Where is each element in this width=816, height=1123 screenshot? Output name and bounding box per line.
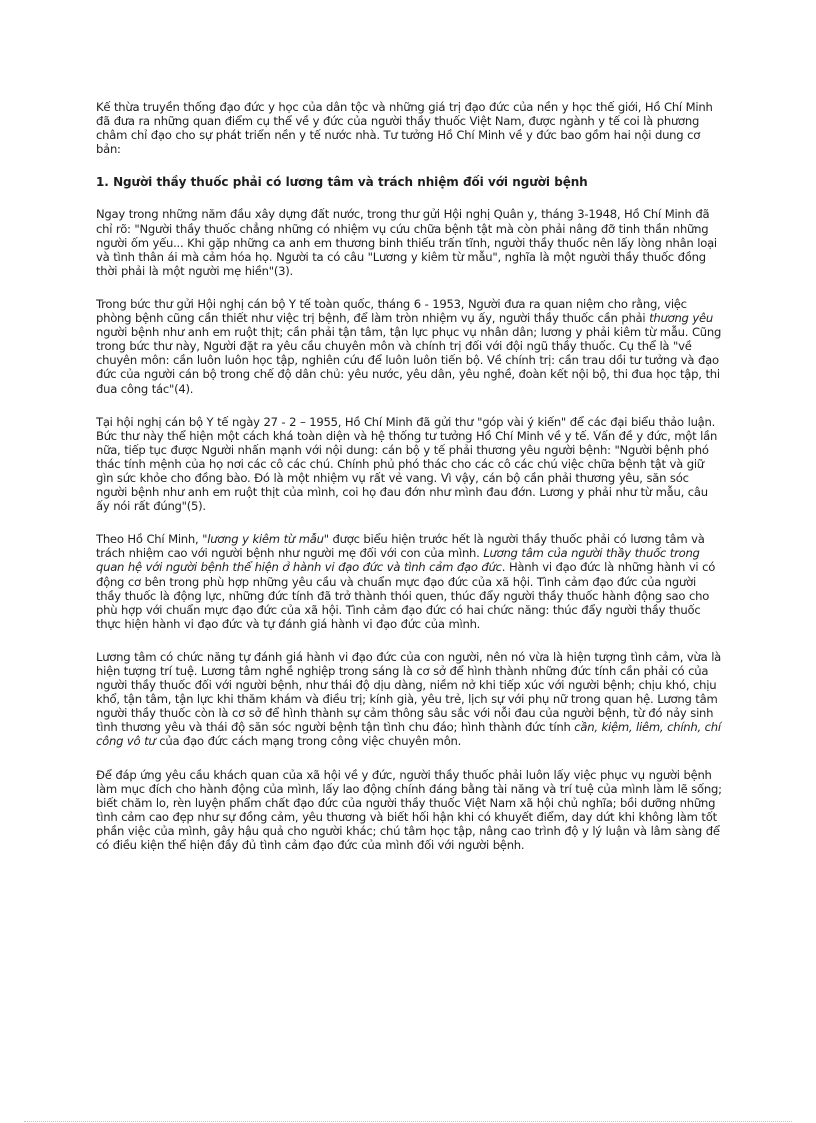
section-heading: 1. Người thầy thuốc phải có lương tâm và trách nhiệm đối với người bệnh [96, 175, 588, 190]
intro-paragraph: Kế thừa truyền thống đạo đức y học của dân tộc và những giá trị đạo đức của nền y học thế giới, Hồ Chí Minh đã đưa ra những quan điểm cụ thể về y đức của người thầy thuốc Việt Nam, được ngành y tế coi là phương châm chỉ đạo cho sự phát triển nền y tế nước nhà. Tư tưởng Hồ Chí Minh về y đức bao gồm hai nội dung cơ bản: [96, 100, 713, 157]
paragraph-5-text-c: của đạo đức cách mạng trong công việc chuyên môn. [155, 734, 462, 749]
paragraph-5 [96, 650, 722, 749]
paragraph-6: Để đáp ứng yêu cầu khách quan của xã hội về y đức, người thầy thuốc phải luôn lấy việc phục vụ người bệnh làm mục đích cho hành động của mình, lấy lao động chính đáng bằng tài năng và trí tuệ của mình làm lẽ sống; biết chăm lo, rèn luyện phẩm chất đạo đức của người thầy thuốc Việt Nam xã hội chủ nghĩa; bồi dưỡng những tình cảm cao đẹp như sự đồng cảm, yêu thương và biết hối hận khi có khuyết điểm, day dứt khi không làm tốt phần việc của mình, gây hậu quả cho người khác; chú tâm học tập, nâng cao trình độ y lý luận và lâm sàng để có điều kiện thể hiện đầy đủ tình cảm đạo đức của mình đối với người bệnh. [96, 767, 722, 853]
paragraph-2-emphasis: thương yêu [649, 311, 713, 326]
paragraph-2-text-c: người bệnh như anh em ruột thịt; cần phải tận tâm, tận lực phục vụ nhân dân; lương y phải kiêm từ mẫu. Cũng trong bức thư này, Người đặt ra yêu cầu chuyên môn và chính trị đối với đội ngũ thầy thuốc. Cụ thể là "về chuyên môn: cần luôn luôn học tập, nghiên cứu để luôn luôn tiến bộ. Về chính trị: cần trau dồi tư tưởng và đạo đức của người cán bộ trong chế độ dân chủ: yêu nước, yêu dân, yêu nghề, đoàn kết nội bộ, thi đua học tập, thi đua công tác"(4). [96, 325, 722, 396]
page-bottom-rule [24, 1121, 792, 1122]
paragraph-4 [96, 532, 722, 631]
paragraph-1: Ngay trong những năm đầu xây dựng đất nước, trong thư gửi Hội nghị Quân y, tháng 3-1948, Hồ Chí Minh đã chỉ rõ: "Người thầy thuốc chẳng những có nhiệm vụ cứu chữa bệnh tật mà còn phải nâng đỡ tinh thần những người ốm yếu... Khi gặp những ca anh em thương binh thiếu trấn tĩnh, người thầy thuốc nên lấy lòng nhân loại và tình thân ái mà cảm hóa họ. Người ta có câu "Lương y kiêm từ mẫu", nghĩa là một người thầy thuốc đồng thời phải là một người mẹ hiền"(3). [96, 207, 717, 278]
paragraph-4-emphasis-1: lương y kiêm từ mẫu [207, 532, 324, 547]
paragraph-5-emphasis: cần, kiệm, liêm, chính, chí công vô tư [96, 720, 721, 749]
paragraph-4-emphasis-2: Lương tâm của người thầy thuốc trong quan hệ với người bệnh thể hiện ở hành vi đạo đức và tình cảm đạo đức [96, 546, 700, 575]
paragraph-4-text-a: Theo Hồ Chí Minh, " [96, 532, 208, 547]
document-page [96, 100, 722, 871]
paragraph-4-text-e: . Hành vi đạo đức là những hành vi có động cơ bên trong phù hợp những yêu cầu và chuẩn mực đạo đức của xã hội. Tình cảm đạo đức của người thầy thuốc là động lực, những đức tính đã trở thành thói quen, thúc đẩy người thầy thuốc hành động sao cho phù hợp với chuẩn mực đạo đức của xã hội. Tình cảm đạo đức có hai chức năng: thúc đẩy người thầy thuốc thực hiện hành vi đạo đức và tự đánh giá hành vi đạo đức của mình. [96, 560, 716, 631]
paragraph-5-text-a: Lương tâm có chức năng tự đánh giá hành vi đạo đức của con người, nên nó vừa là hiện tượng tình cảm, vừa là hiện tượng trí tuệ. Lương tâm nghề nghiệp trong sáng là cơ sở để hình thành những đức tính cần phải có của người thầy thuốc đối với người bệnh, như thái độ dịu dàng, niềm nở khi tiếp xúc với người bệnh; chịu khó, chịu khổ, tận tâm, tận lực khi thăm khám và điều trị; kính già, yêu trẻ, lịch sự với phụ nữ trong quan hệ. Lương tâm người thầy thuốc còn là cơ sở để hình thành sự cảm thông sâu sắc với nỗi đau của người bệnh, từ đó nảy sinh tình thương yêu và thái độ săn sóc người bệnh tận tình chu đáo; hình thành đức tính [96, 649, 722, 735]
paragraph-4-text-c: " được biểu hiện trước hết là người thầy thuốc phải có lương tâm và trách nhiệm cao với người bệnh như người mẹ đối với con của mình. [96, 532, 705, 561]
paragraph-3: Tại hội nghị cán bộ Y tế ngày 27 - 2 – 1955, Hồ Chí Minh đã gửi thư "góp vài ý kiến" để các đại biểu thảo luận. Bức thư này thể hiện một cách khá toàn diện và hệ thống tư tưởng Hồ Chí Minh về y tế. Vấn đề y đức, một lần nữa, tiếp tục được Người nhấn mạnh với nội dung: cán bộ y tế phải thương yêu người bệnh: "Người bệnh phó thác tính mệnh của họ nơi các cô các chú. Chính phủ phó thác cho các cô các chú việc chữa bệnh tật và giữ gìn sức khỏe cho đồng bào. Đó là một nhiệm vụ rất vẻ vang. Vì vậy, cán bộ cần phải thương yêu, săn sóc người bệnh như anh em ruột thịt của mình, coi họ đau đớn như mình đau đớn. Lương y phải như từ mẫu, câu ấy nói rất đúng"(5). [96, 414, 718, 514]
paragraph-2 [96, 297, 722, 396]
paragraph-2-text-a: Trong bức thư gửi Hội nghị cán bộ Y tế toàn quốc, tháng 6 - 1953, Người đưa ra quan niệm cho rằng, việc phòng bệnh cũng cần thiết như việc trị bệnh, để làm tròn nhiệm vụ ấy, người thầy thuốc cần phải [96, 296, 687, 326]
